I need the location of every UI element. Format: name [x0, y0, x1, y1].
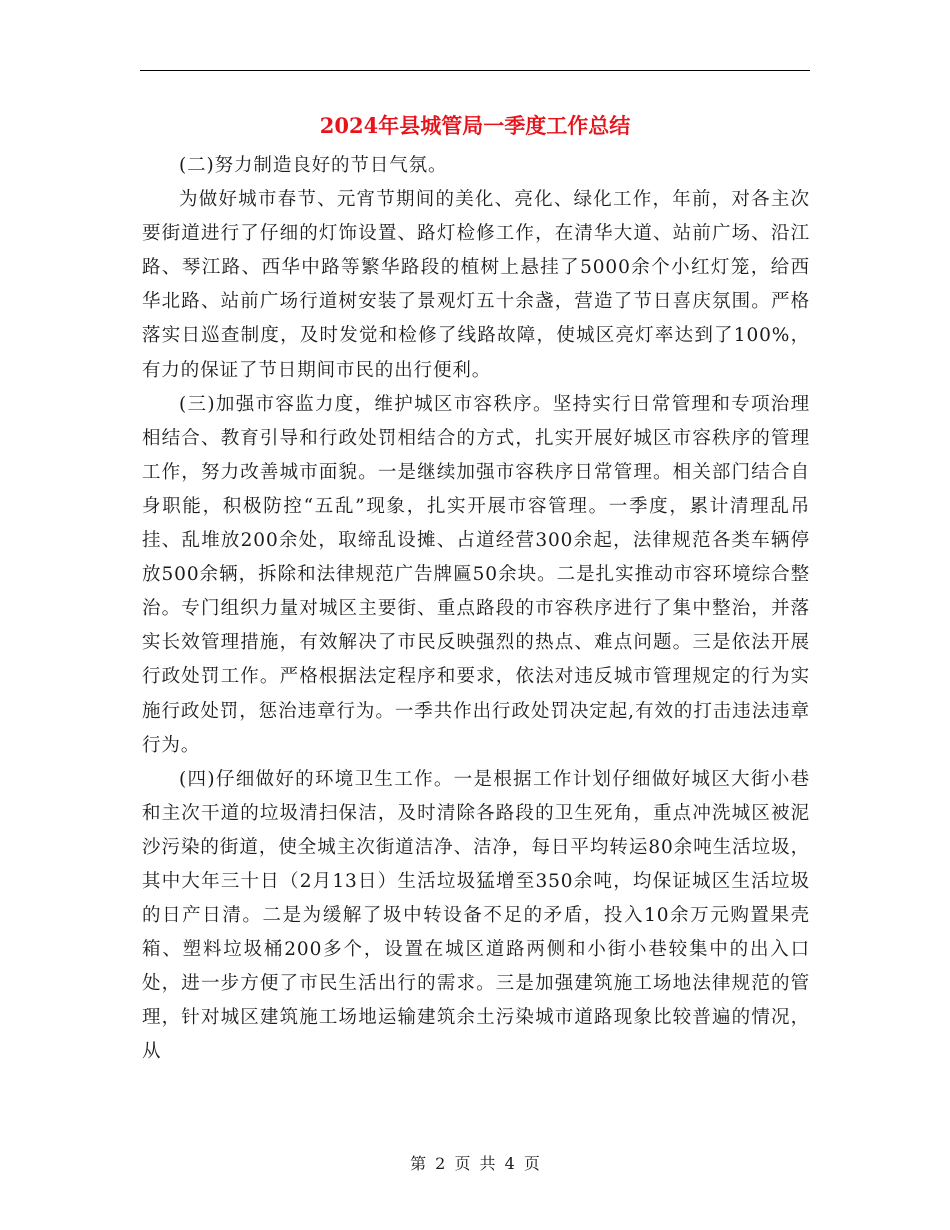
- page-number: 第 2 页 共 4 页: [410, 1154, 540, 1173]
- header-rule: [140, 70, 810, 71]
- paragraph-section-4-sanitation: (四)仔细做好的环境卫生工作。一是根据工作计划仔细做好城区大街小巷和主次干道的垃圾清扫保洁，及时清除各路段的卫生死角，重点冲洗城区被泥沙污染的街道，使全城主次街道洁净、洁净，每日平均转运80余吨生活垃圾，其中大年三十日（2月13日）生活垃圾猛增至350余吨，均保证城区生活垃圾的日产日清。二是为缓解了圾中转设备不足的矛盾，投入10余万元购置果壳箱、塑料垃圾桶200多个，设置在城区道路两侧和小街小巷较集中的出入口处，进一步方便了市民生活出行的需求。三是加强建筑施工场地法律规范的管理，针对城区建筑施工场地运输建筑余土污染城市道路现象比较普遍的情况，从: [142, 768, 810, 1063]
- paragraph-section-2-heading: (二)努力制造良好的节日气氛。: [179, 155, 448, 176]
- paragraph-holiday-lighting: 为做好城市春节、元宵节期间的美化、亮化、绿化工作，年前，对各主次要街道进行了仔细的灯饰设置、路灯检修工作，在清华大道、站前广场、沿江路、琴江路、西华中路等繁华路段的植树上悬挂了5000余个小红灯笼，给西华北路、站前广场行道树安装了景观灯五十余盏，营造了节日喜庆氛围。严格落实日巡查制度，及时发觉和检修了线路故障，使城区亮灯率达到了100%，有力的保证了节日期间市民的出行便利。: [142, 189, 810, 381]
- document-body: [142, 149, 810, 1070]
- document-title: 2024年县城管局一季度工作总结: [319, 113, 631, 138]
- paragraph-section-3-city-appearance: (三)加强市容监力度，维护城区市容秩序。坚持实行日常管理和专项治理相结合、教育引导和行政处罚相结合的方式，扎实开展好城区市容秩序的管理工作，努力改善城市面貌。一是继续加强市容秩序日常管理。相关部门结合自身职能，积极防控“五乱”现象，扎实开展市容管理。一季度，累计清理乱吊挂、乱堆放200余处，取缔乱设摊、占道经营300余起，法律规范各类车辆停放500余辆，拆除和法律规范广告牌匾50余块。二是扎实推动市容环境综合整治。专门组织力量对城区主要街、重点路段的市容秩序进行了集中整治，并落实长效管理措施，有效解决了市民反映强烈的热点、难点问题。三是依法开展行政处罚工作。严格根据法定程序和要求，依法对违反城市管理规定的行为实施行政处罚，惩治违章行为。一季共作出行政处罚决定起,有效的打击违法违章行为。: [142, 393, 810, 756]
